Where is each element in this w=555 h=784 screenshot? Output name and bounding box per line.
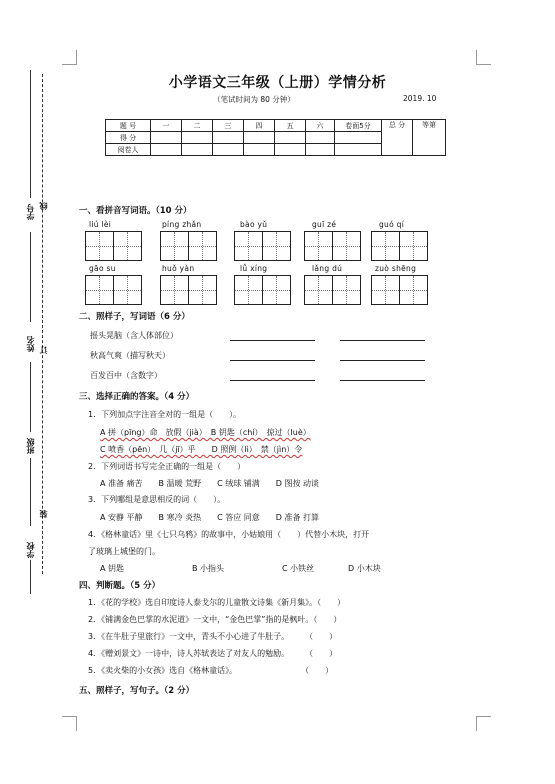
judgement-item: 5．《卖火柴的小女孩》选自《格林童话》。 （ ） bbox=[88, 666, 334, 675]
side-line bbox=[30, 362, 31, 432]
answer-blank[interactable] bbox=[230, 380, 315, 381]
binding-line bbox=[42, 74, 43, 574]
pinyin-text: lǚ xíng bbox=[240, 264, 268, 273]
question-3: 3．下列哪组是意思相反的词（ ）。 bbox=[88, 495, 226, 504]
section-5-title: 五、照样子，写句子。（2 分） bbox=[79, 686, 195, 696]
school-label: 学校 bbox=[26, 542, 35, 558]
writing-boxes[interactable] bbox=[234, 275, 291, 305]
writing-boxes[interactable] bbox=[304, 275, 361, 305]
crop-mark bbox=[476, 50, 491, 65]
answer-blank[interactable] bbox=[340, 380, 425, 381]
question-4-option: A 钥匙 bbox=[100, 564, 125, 573]
answer-blank[interactable] bbox=[230, 360, 315, 361]
question-4-option: D 小木块 bbox=[348, 564, 381, 573]
score-header: 题 号 bbox=[106, 120, 151, 132]
name-label: 姓名 bbox=[26, 336, 35, 352]
section-2-title: 二、照样子，写词语（6 分） bbox=[79, 312, 190, 322]
question-4-option: B 小指头 bbox=[192, 564, 225, 573]
score-header: 三 bbox=[213, 120, 244, 132]
section-4-title: 四、判断题。（5 分） bbox=[79, 581, 161, 591]
judgement-item: 3．《在牛肚子里旅行》一文中，青头不小心进了牛肚子。 （ ） bbox=[88, 632, 338, 641]
total-label: 总 分 bbox=[388, 121, 406, 129]
pinyin-item bbox=[160, 220, 217, 261]
pinyin-item bbox=[85, 220, 142, 261]
seal-label: 订 bbox=[39, 346, 48, 354]
side-line bbox=[30, 458, 31, 526]
writing-boxes[interactable] bbox=[85, 275, 142, 305]
score-header: 一 bbox=[151, 120, 182, 132]
score-cell[interactable] bbox=[306, 144, 335, 156]
pinyin-text: liú lèi bbox=[89, 220, 112, 229]
question-3-options: A 安静 平静 B 寒冷 炎热 C 答应 同意 D 准备 打算 bbox=[100, 513, 320, 522]
section-3-title: 三、选择正确的答案。（4 分） bbox=[79, 392, 195, 402]
score-row-label: 阅卷人 bbox=[106, 144, 151, 156]
exam-duration: （笔试时间为 80 分钟） bbox=[213, 95, 295, 104]
score-cell[interactable] bbox=[244, 132, 275, 144]
pinyin-text: lǎng dú bbox=[312, 264, 343, 273]
question-2-options: A 准备 痛苦 B 温暖 荒野 C 绒球 铺满 D 图按 动谈 bbox=[100, 479, 320, 488]
writing-boxes[interactable] bbox=[85, 231, 142, 261]
score-header: 五 bbox=[275, 120, 306, 132]
pinyin-item bbox=[371, 220, 428, 261]
bind-label: 装 bbox=[39, 510, 48, 518]
score-cell[interactable] bbox=[213, 132, 244, 144]
exam-date: 2019. 10 bbox=[403, 94, 437, 103]
pinyin-item bbox=[371, 264, 428, 305]
writing-boxes[interactable] bbox=[234, 231, 291, 261]
writing-boxes[interactable] bbox=[160, 275, 217, 305]
section-1-title: 一、看拼音写词语。（10 分） bbox=[79, 206, 192, 216]
answer-blank[interactable] bbox=[340, 340, 425, 341]
score-cell[interactable] bbox=[151, 132, 182, 144]
score-header: 二 bbox=[182, 120, 213, 132]
crop-mark bbox=[476, 716, 491, 731]
pinyin-text: píng zhǎn bbox=[162, 220, 202, 229]
score-header bbox=[382, 120, 413, 156]
score-header: 四 bbox=[244, 120, 275, 132]
pinyin-text: guó qí bbox=[379, 220, 405, 229]
question-2: 2．下列词语书写完全正确的一组是（ ） bbox=[88, 462, 246, 471]
score-cell[interactable] bbox=[335, 144, 382, 156]
score-header: 六 bbox=[306, 120, 335, 132]
score-cell[interactable] bbox=[182, 132, 213, 144]
score-cell[interactable] bbox=[151, 144, 182, 156]
pinyin-item bbox=[304, 264, 361, 305]
pinyin-text: huǒ yàn bbox=[162, 264, 195, 273]
exam-title: 小学语文三年级（上册）学情分析 bbox=[168, 75, 387, 91]
writing-boxes[interactable] bbox=[371, 275, 428, 305]
score-cell[interactable] bbox=[213, 144, 244, 156]
pinyin-item bbox=[304, 220, 361, 261]
idiom-prompt: 百发百中（含数字） bbox=[90, 371, 162, 380]
pinyin-item bbox=[160, 264, 217, 305]
idiom-prompt: 摇头晃脑（含人体部位） bbox=[90, 331, 178, 340]
score-cell[interactable] bbox=[335, 132, 382, 144]
writing-boxes[interactable] bbox=[371, 231, 428, 261]
judgement-item: 4．《赠刘景文》一诗中，诗人苏轼表达了对友人的勉励。 （ ） bbox=[88, 649, 338, 658]
score-table bbox=[105, 119, 446, 156]
score-header bbox=[413, 120, 446, 156]
pinyin-item bbox=[234, 264, 291, 305]
question-4: 4．《格林童话》里《七只乌鸦》的故事中，小姑娘用（ ）代替小木块，打开 bbox=[88, 530, 370, 539]
question-1-options-cd: C 喷香（pēn） 几（jī）乎 D 照例（lì） 禁（jìn）令 bbox=[100, 445, 303, 454]
side-line bbox=[30, 232, 31, 322]
writing-boxes[interactable] bbox=[160, 231, 217, 261]
pinyin-item bbox=[85, 264, 142, 305]
score-cell[interactable] bbox=[244, 144, 275, 156]
question-1-options-ab: A 拼（pīng）命 放假（jià） B 钥匙（chí） 掠过（luè） bbox=[100, 428, 311, 437]
idiom-prompt: 秋高气爽（描写秋天） bbox=[90, 351, 170, 360]
pinyin-text: guī zé bbox=[312, 220, 337, 229]
question-4-continued: 了玻璃上城堡的门。 bbox=[88, 547, 160, 556]
grade-label: 等第 bbox=[422, 121, 436, 129]
pinyin-item bbox=[234, 220, 291, 261]
student-number-label: 学号 bbox=[26, 204, 35, 220]
side-line bbox=[30, 560, 31, 594]
answer-blank[interactable] bbox=[340, 360, 425, 361]
judgement-item: 1．《花的学校》选自印度诗人泰戈尔的儿童散文诗集《新月集》。（ ） bbox=[88, 598, 346, 607]
score-row-label: 得 分 bbox=[106, 132, 151, 144]
line-label: 线 bbox=[39, 202, 48, 210]
pinyin-text: gāo su bbox=[89, 264, 116, 273]
answer-blank[interactable] bbox=[230, 340, 315, 341]
score-cell[interactable] bbox=[275, 144, 306, 156]
pinyin-text: zuò shēng bbox=[375, 264, 417, 273]
score-header: 卷面5分 bbox=[335, 120, 382, 132]
writing-boxes[interactable] bbox=[304, 231, 361, 261]
score-cell[interactable] bbox=[182, 144, 213, 156]
pinyin-text: bào yǔ bbox=[240, 220, 268, 229]
crop-mark bbox=[62, 716, 77, 731]
judgement-item: 2．《铺满金色巴掌的水泥道》一文中，“金色巴掌”指的是枫叶。（ ） bbox=[88, 615, 342, 624]
crop-mark bbox=[62, 50, 77, 65]
class-label: 班级 bbox=[26, 438, 35, 454]
score-cell[interactable] bbox=[275, 132, 306, 144]
score-cell[interactable] bbox=[306, 132, 335, 144]
question-4-option: C 小铁丝 bbox=[282, 564, 315, 573]
question-1: 1．下列加点字注音全对的一组是（ ）。 bbox=[88, 410, 242, 419]
